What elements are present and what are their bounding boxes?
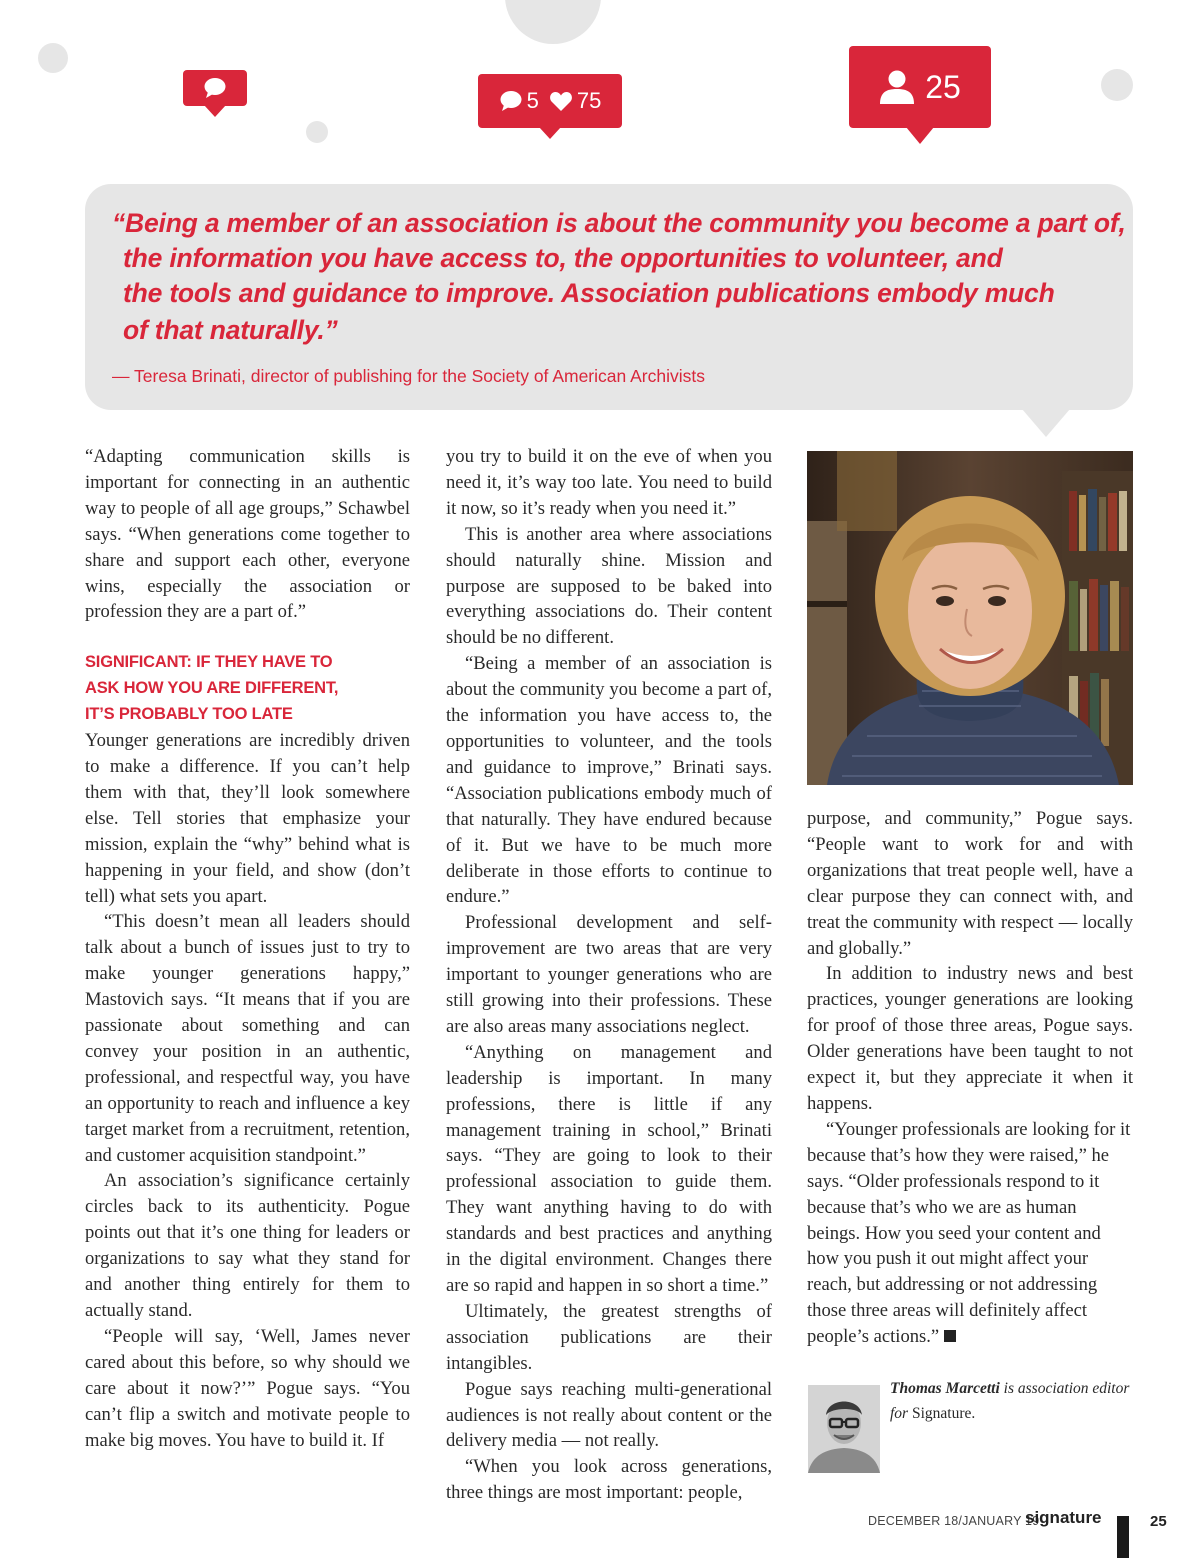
- page-number: 25: [1150, 1513, 1167, 1530]
- paragraph: Ultimately, the greatest strengths of association publications are their intangibles.: [446, 1300, 772, 1374]
- comment-icon: [203, 77, 227, 99]
- heading-line: SIGNIFICANT: IF THEY HAVE TO: [85, 653, 333, 672]
- issue-date: DECEMBER 18/JANUARY 19: [868, 1514, 1040, 1528]
- paragraph: “People will say, ‘Well, James never cared about this before, so why should we care about it now?’” Pogue says. “You can’t flip a switch and motivate people to make big moves. You have to build it. If: [85, 1325, 410, 1451]
- paragraph: “Anything on management and leadership is important. In many professions, there is little if any management training in school,” Brinati says. “They are going to look to their professional association to guide them. They want anything having to do with standards and best practices and anything in the digital environment. Changes there are so rapid and happen in so short a time.”: [446, 1041, 772, 1296]
- pull-quote-tail: [1022, 409, 1070, 437]
- paragraph: “Being a member of an association is about the community you become a part of, the information you have access to, the opportunities to volunteer, and the tools and guidance to improve,” Brinati says. “Association publications embody much of that naturally. They have endured because of it. But we have to be much more deliberate in those efforts to continue to endure.”: [446, 653, 772, 908]
- author-headshot: [808, 1385, 880, 1473]
- article-column-2: [446, 444, 772, 1506]
- end-of-article-mark: [944, 1330, 956, 1342]
- heart-icon: [549, 90, 573, 112]
- article-column-3: [807, 806, 1133, 1350]
- author-name: Thomas Marcetti: [890, 1380, 1000, 1397]
- publication-name: Signature.: [911, 1405, 976, 1422]
- paragraph: An association’s significance certainly circles back to its authenticity. Pogue points out that it’s one thing for leaders or organizations to say what they stand for and another thing entirely for them to actually stand.: [85, 1170, 410, 1321]
- paragraph: “Adapting communication skills is important for connecting in an authentic way to people of all age groups,” Schawbel says. “When generations come together to share and support each other, everyone wins, especially the association or profession they are a part of.”: [85, 446, 410, 623]
- user-icon: [879, 70, 915, 104]
- comment-count: 5: [526, 88, 539, 113]
- pull-quote-line: the tools and guidance to improve. Association publications embody much: [123, 277, 1055, 308]
- paragraph: Younger generations are incredibly driven to make a difference. If you can’t help them with that, they’ll look somewhere else. Tell stories that emphasize your mission, explain the “why” behind what is happening in your field, and show (don’t tell) what sets you apart.: [85, 730, 410, 907]
- decor-dot-top: [505, 0, 601, 44]
- magazine-name: signature: [1025, 1508, 1102, 1527]
- portrait-photo: [807, 451, 1133, 785]
- decor-dot-small: [306, 121, 328, 143]
- paragraph: you try to build it on the eve of when you need it, it’s way too late. You need to build it now, so it’s ready when you need it.”: [446, 446, 772, 519]
- author-bio-text: is association editor for: [890, 1380, 1130, 1422]
- paragraph: Professional development and self-improvement are two areas that are very important to younger generations who are still growing into their professions. These are also areas many associations neglect.: [446, 912, 772, 1037]
- paragraph: Pogue says reaching multi-generational audiences is not really about content or the delivery media — not really.: [446, 1378, 772, 1452]
- section-heading: [85, 650, 410, 728]
- paragraph: “When you look across generations, three things are most important: people,: [446, 1456, 772, 1504]
- pull-quote-line: of that naturally.”: [123, 315, 338, 346]
- pull-quote-line: the information you have access to, the opportunities to volunteer, and: [123, 242, 1003, 273]
- pull-quote-attribution: — Teresa Brinati, director of publishing for the Society of American Archivists: [112, 366, 706, 386]
- paragraph: In addition to industry news and best practices, younger generations are looking for proof of those three areas, Pogue says. Older generations have been taught to not expect it, but they appreciate it when it happens.: [807, 963, 1133, 1114]
- author-bio: [890, 1376, 1130, 1426]
- follower-count: 25: [925, 68, 961, 105]
- heading-line: IT’S PROBABLY TOO LATE: [85, 705, 293, 724]
- like-count: 75: [576, 88, 602, 113]
- decor-dot-right: [1101, 69, 1133, 101]
- footer-bar: [1117, 1516, 1129, 1558]
- pull-quote: [112, 206, 1126, 348]
- heading-line: ASK HOW YOU ARE DIFFERENT,: [85, 679, 339, 698]
- followers-badge: [849, 46, 991, 128]
- pull-quote-line: “Being a member of an association is about the community you become a part of,: [112, 208, 1126, 238]
- comment-icon: [499, 90, 523, 112]
- decor-dot-left: [38, 43, 68, 73]
- paragraph: This is another area where associations should naturally shine. Mission and purpose are supposed to be baked into everything associations do. Their content should be no different.: [446, 523, 772, 649]
- article-column-1: [85, 444, 410, 1453]
- paragraph: “This doesn’t mean all leaders should talk about a bunch of issues just to try to make younger generations happy,” Mastovich says. “It means that if you are passionate about something and can convey your position in an authentic, professional, and respectful way, you have an opportunity to reach and influence a key target market from a recruitment, retention, and customer acquisition standpoint.”: [85, 911, 410, 1166]
- paragraph: [807, 1117, 1133, 1350]
- paragraph-text: “Younger professionals are looking for it because that’s how they were raised,” he says. “Older professionals respond to it because that’s who we are as human beings. How you seed your content and how you push it out might affect your reach, but addressing or not addressing those three areas will definitely affect people’s actions.”: [807, 1118, 1131, 1348]
- comment-badge: [183, 70, 247, 106]
- paragraph: purpose, and community,” Pogue says. “People want to work for and with organizations that treat people well, have a clear purpose they can connect with, and treat the community with respect — locally and globally.”: [807, 808, 1133, 959]
- activity-badge: [478, 74, 622, 128]
